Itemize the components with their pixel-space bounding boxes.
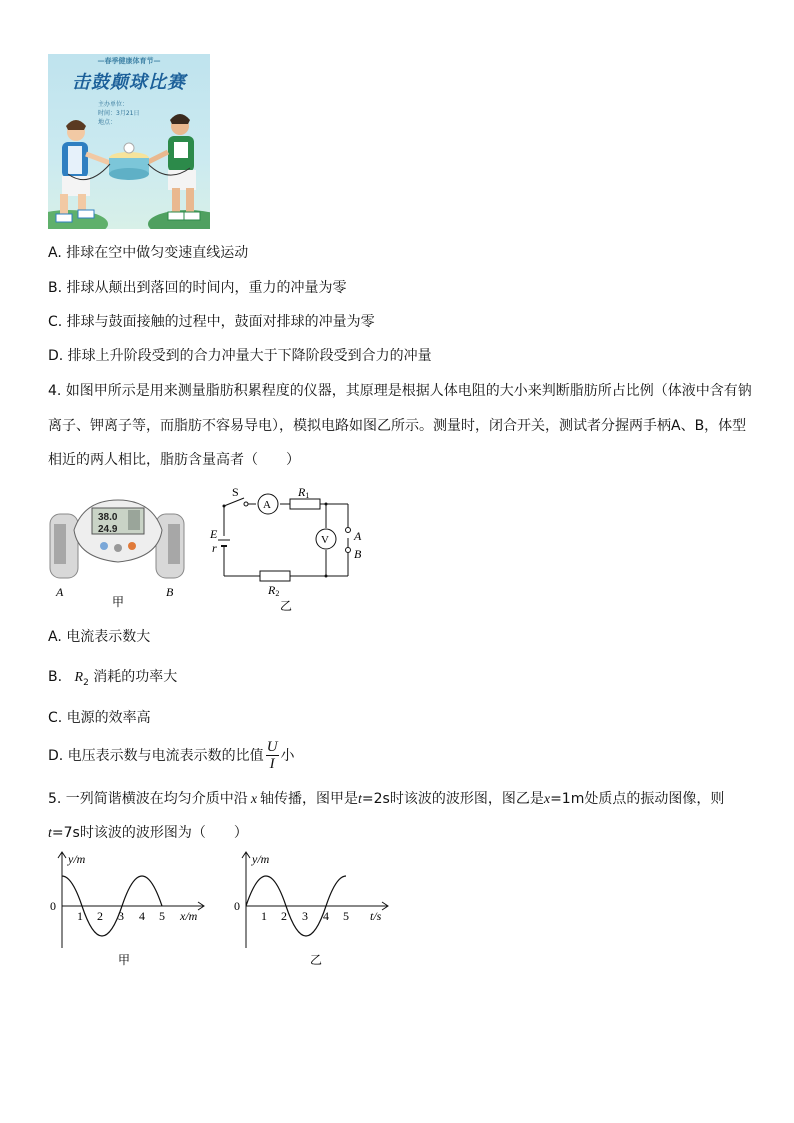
graph1-tick-1: 1 (77, 909, 83, 923)
event-poster-image (48, 54, 210, 229)
handle-label-a: A (56, 585, 64, 599)
graph1-tick-3: 3 (118, 909, 124, 923)
switch-label: S (232, 485, 239, 499)
q4-option-c: C. 电源的效率高 (48, 710, 151, 726)
graph2-y-label: y/m (252, 852, 270, 866)
q4-option-b: B. $R_2$ 消耗的功率大 (48, 669, 178, 688)
figure-caption-jia: 甲 (112, 595, 125, 609)
terminal-a-label: A (354, 529, 362, 543)
graph1-tick-2: 2 (97, 909, 103, 923)
q5-stem-line1: 5. 一列简谐横波在均匀介质中沿 x 轴传播，图甲是t=2s时该波的波形图，图乙是x=1m处质点的振动图像，则 (48, 791, 725, 807)
emf-label: E (210, 527, 218, 541)
q4-option-a: A. 电流表示数大 (48, 629, 151, 645)
figure-caption-yi: 乙 (280, 599, 293, 613)
q3-option-a: A. 排球在空中做匀变速直线运动 (48, 245, 249, 261)
graph2-x-label: t/s (370, 909, 382, 923)
r1-label: R1 (298, 485, 310, 500)
poster-header: —春季健康体育节— (97, 57, 161, 65)
q3-option-d: D. 排球上升阶段受到的合力冲量大于下降阶段受到合力的冲量 (48, 348, 432, 364)
q3-option-b: B. 排球从颠出到落回的时间内，重力的冲量为零 (48, 280, 347, 296)
wave-graph-jia (44, 848, 214, 970)
body-fat-meter-figure (44, 494, 194, 610)
poster-details: 主办单位： 时间：3月21日 地点： (98, 101, 140, 126)
graph2-tick-1: 1 (261, 909, 267, 923)
graph1-y-label: y/m (68, 852, 86, 866)
voltmeter-symbol: V (321, 534, 329, 546)
u-over-i-fraction: $\frac{U}{I}$ (266, 739, 278, 772)
q4-stem-line2: 离子、钾离子等，而脂肪不容易导电），模拟电路如图乙所示。测量时，闭合开关，测试者分握两手柄A、B，体型 (48, 418, 747, 434)
terminal-b-label: B (354, 547, 362, 561)
graph1-caption: 甲 (118, 953, 131, 967)
q4-stem-line1: 4. 如图甲所示是用来测量脂肪积累程度的仪器，其原理是根据人体电阻的大小来判断脂肪所占比例（体液中含有钠 (48, 383, 752, 399)
q3-option-c: C. 排球与鼓面接触的过程中，鼓面对排球的冲量为零 (48, 314, 375, 330)
graph1-tick-5: 5 (159, 909, 165, 923)
r2-label: R2 (268, 583, 280, 598)
internal-resistance-label: r (212, 541, 217, 555)
vibration-graph-yi (228, 848, 398, 970)
circuit-diagram-figure (208, 484, 378, 614)
display-reading-top: 38.0 (98, 512, 118, 523)
handle-label-b: B (166, 585, 174, 599)
graph2-tick-2: 2 (281, 909, 287, 923)
display-reading-bottom: 24.9 (98, 524, 118, 535)
poster-illustration (48, 54, 210, 229)
graph2-caption: 乙 (310, 953, 323, 967)
graph2-origin: 0 (234, 899, 240, 913)
ammeter-symbol: A (263, 499, 271, 511)
q4-option-d: D. 电压表示数与电流表示数的比值 $\frac{U}{I}$ 小 (48, 739, 295, 772)
graph2-tick-4: 4 (323, 909, 329, 923)
graph2-tick-5: 5 (343, 909, 349, 923)
graph2-tick-3: 3 (302, 909, 308, 923)
graph1-tick-4: 4 (139, 909, 145, 923)
graph1-origin: 0 (50, 899, 56, 913)
q5-stem-line2: t=7s时该波的波形图为（ ） (48, 825, 248, 841)
q4-stem-line3: 相近的两人相比，脂肪含量高者（ ） (48, 452, 300, 468)
poster-title: 击鼓颠球比赛 (72, 72, 186, 93)
graph1-x-label: x/m (180, 909, 198, 923)
